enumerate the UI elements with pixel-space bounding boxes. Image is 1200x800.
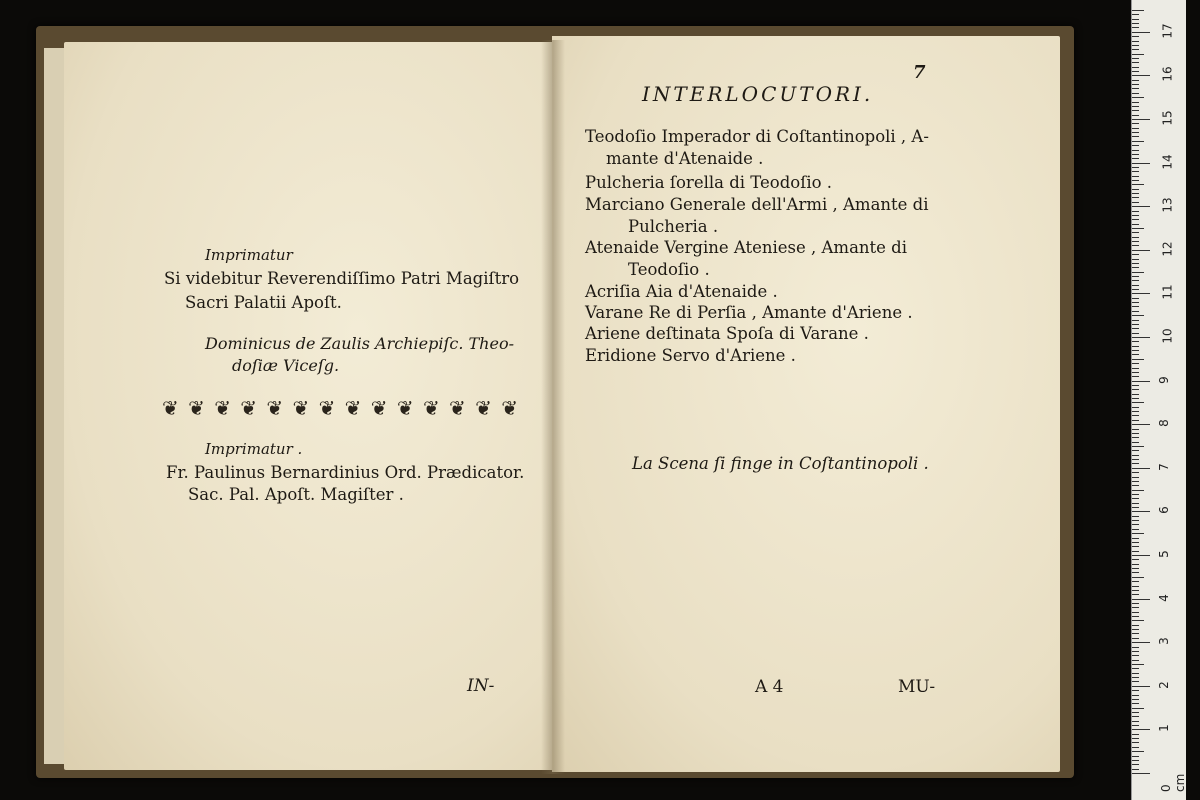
ruler-tick	[1132, 729, 1150, 730]
ruler-tick	[1132, 36, 1139, 37]
cast-line: Teodoſio .	[628, 260, 710, 279]
ruler-label: 13	[1160, 197, 1175, 213]
ruler-tick	[1132, 446, 1144, 447]
ruler-tick	[1132, 725, 1139, 726]
ruler-tick	[1132, 764, 1139, 765]
ruler-tick	[1132, 677, 1139, 678]
ruler-tick	[1132, 660, 1139, 661]
ruler-tick	[1132, 41, 1139, 42]
ruler-tick	[1132, 93, 1139, 94]
ruler-tick	[1132, 354, 1139, 355]
ruler-tick	[1132, 276, 1139, 277]
ruler-tick	[1132, 49, 1139, 50]
ruler-tick	[1132, 359, 1144, 360]
ruler-tick	[1132, 437, 1139, 438]
ruler-tick	[1132, 141, 1144, 142]
ruler-tick	[1132, 293, 1150, 294]
ruler-tick	[1132, 154, 1139, 155]
ruler-tick	[1132, 542, 1139, 543]
ruler-tick	[1132, 655, 1139, 656]
ruler-tick	[1132, 280, 1139, 281]
ruler-tick	[1132, 158, 1139, 159]
cast-line: Ariene deſtinata Spoſa di Varane .	[585, 324, 869, 343]
ruler-tick	[1132, 538, 1139, 539]
left-catchword: IN-	[467, 676, 495, 696]
ruler-tick	[1132, 747, 1139, 748]
ruler-label: 9	[1156, 375, 1171, 384]
ruler-tick	[1132, 228, 1144, 229]
ruler-tick	[1132, 481, 1139, 482]
ruler-tick	[1132, 620, 1144, 621]
ruler-label: 1	[1156, 724, 1171, 733]
ruler-tick	[1132, 32, 1150, 33]
ruler-label: 3	[1156, 637, 1171, 646]
page-number: 7	[913, 62, 926, 83]
ruler-tick	[1132, 577, 1144, 578]
book-gutter	[541, 40, 565, 774]
ruler-tick	[1132, 75, 1150, 76]
ruler-label: 4	[1156, 593, 1171, 602]
ruler-tick	[1132, 760, 1139, 761]
ruler-tick	[1132, 193, 1139, 194]
ruler-tick	[1132, 402, 1144, 403]
ruler-tick	[1132, 651, 1139, 652]
ruler-tick	[1132, 171, 1139, 172]
ruler-tick	[1132, 324, 1139, 325]
ruler-tick	[1132, 599, 1150, 600]
cast-line: Eridione Servo d'Ariene .	[585, 346, 796, 365]
ruler-tick	[1132, 202, 1139, 203]
ruler-tick	[1132, 102, 1139, 103]
ruler-tick	[1132, 363, 1139, 364]
ruler-tick	[1132, 533, 1144, 534]
ruler-tick	[1132, 477, 1139, 478]
ruler-tick	[1132, 433, 1139, 434]
ruler-tick	[1132, 237, 1139, 238]
ruler-tick	[1132, 511, 1150, 512]
ruler-tick	[1132, 586, 1139, 587]
signature-1a: Dominicus de Zaulis Archiepiſc. Theo-	[205, 334, 514, 353]
ruler-tick	[1132, 145, 1139, 146]
ruler-tick	[1132, 459, 1139, 460]
ruler-label: 14	[1160, 153, 1175, 170]
ruler-tick	[1132, 333, 1139, 334]
ruler-tick	[1132, 603, 1139, 604]
ruler-tick	[1132, 245, 1139, 246]
ruler-tick	[1132, 189, 1139, 190]
cast-line: mante d'Atenaide .	[606, 149, 764, 168]
ruler-label: 17	[1160, 23, 1175, 39]
ruler-label: 8	[1156, 419, 1171, 428]
ruler-tick	[1132, 128, 1139, 129]
ruler-tick	[1132, 285, 1139, 286]
ruler-tick	[1132, 368, 1139, 369]
ruler-tick	[1132, 84, 1139, 85]
right-catchword: MU-	[898, 677, 936, 697]
ruler-tick	[1132, 97, 1144, 98]
ruler-tick	[1132, 267, 1139, 268]
ruler-tick	[1132, 633, 1139, 634]
cast-line: Atenaide Vergine Ateniese , Amante di	[585, 238, 908, 257]
ruler-tick	[1132, 638, 1139, 639]
ruler-tick	[1132, 450, 1139, 451]
ruler-tick	[1132, 703, 1139, 704]
ruler-label: 2	[1156, 680, 1171, 689]
ruler-tick	[1132, 668, 1139, 669]
ruler-tick	[1132, 19, 1139, 20]
ruler-label: 5	[1156, 550, 1171, 558]
ruler-tick	[1132, 197, 1139, 198]
ruler-tick	[1132, 708, 1144, 709]
ruler-tick	[1132, 263, 1139, 264]
ruler-tick	[1132, 389, 1139, 390]
ruler-tick	[1132, 23, 1139, 24]
measurement-ruler	[1131, 0, 1186, 800]
ruler-tick	[1132, 398, 1139, 399]
ruler-tick	[1132, 625, 1139, 626]
cast-line: Acriſia Aia d'Atenaide .	[585, 282, 778, 301]
ruler-tick	[1132, 254, 1139, 255]
ruler-label: 7	[1156, 462, 1171, 471]
ruler-tick	[1132, 468, 1150, 469]
ruler-tick	[1132, 734, 1139, 735]
ruler-tick	[1132, 136, 1139, 137]
ruler-tick	[1132, 206, 1150, 207]
ruler-tick	[1132, 742, 1139, 743]
imprimatur-heading-2: Imprimatur .	[205, 440, 303, 458]
ruler-tick	[1132, 215, 1139, 216]
ruler-tick	[1132, 555, 1150, 556]
left-line-1: Si videbitur Reverendiſſimo Patri Magiſtro	[164, 269, 520, 288]
ruler-tick	[1132, 132, 1139, 133]
signature-mark: A 4	[755, 677, 784, 697]
ruler-tick	[1132, 58, 1139, 59]
ruler-tick	[1132, 559, 1139, 560]
ruler-tick	[1132, 607, 1139, 608]
ruler-tick	[1132, 306, 1139, 307]
ruler-tick	[1132, 442, 1139, 443]
signature-1b: doſiæ Viceſg.	[232, 356, 340, 375]
ruler-tick	[1132, 568, 1139, 569]
ruler-tick	[1132, 472, 1139, 473]
ruler-tick	[1132, 110, 1139, 111]
ruler-tick	[1132, 769, 1139, 770]
ruler-tick	[1132, 503, 1139, 504]
ruler-tick	[1132, 490, 1144, 491]
ruler-tick	[1132, 298, 1139, 299]
ruler-tick	[1132, 219, 1139, 220]
cast-line: Pulcheria .	[628, 217, 719, 236]
ruler-tick	[1132, 590, 1139, 591]
ruler-label: 0 cm	[1159, 773, 1187, 792]
ruler-tick	[1132, 62, 1139, 63]
ruler-tick	[1132, 751, 1144, 752]
ruler-tick	[1132, 581, 1139, 582]
ruler-label: 6	[1156, 506, 1171, 515]
ruler-tick	[1132, 123, 1139, 124]
ruler-tick	[1132, 616, 1139, 617]
ruler-tick	[1132, 176, 1139, 177]
cast-heading: INTERLOCUTORI.	[642, 82, 874, 106]
ruler-tick	[1132, 10, 1144, 11]
ruler-tick	[1132, 773, 1150, 774]
ruler-tick	[1132, 385, 1139, 386]
ruler-tick	[1132, 629, 1139, 630]
ruler-tick	[1132, 415, 1139, 416]
ruler-tick	[1132, 498, 1139, 499]
ruler-label: 16	[1160, 66, 1175, 83]
ruler-tick	[1132, 407, 1139, 408]
ruler-tick	[1132, 150, 1139, 151]
ruler-tick	[1132, 302, 1139, 303]
ruler-tick	[1132, 289, 1139, 290]
ruler-tick	[1132, 163, 1150, 164]
ruler-tick	[1132, 381, 1150, 382]
ruler-tick	[1132, 551, 1139, 552]
ruler-tick	[1132, 664, 1144, 665]
ruler-tick	[1132, 341, 1139, 342]
ruler-tick	[1132, 424, 1150, 425]
ruler-tick	[1132, 485, 1139, 486]
ruler-tick	[1132, 259, 1139, 260]
ruler-tick	[1132, 315, 1144, 316]
ruler-tick	[1132, 71, 1139, 72]
ruler-tick	[1132, 211, 1139, 212]
ruler-tick	[1132, 54, 1144, 55]
ruler-tick	[1132, 642, 1150, 643]
ruler-tick	[1132, 429, 1139, 430]
left-line-2: Sacri Palatii Apoſt.	[185, 293, 342, 312]
ruler-tick	[1132, 27, 1139, 28]
ruler-tick	[1132, 516, 1139, 517]
ruler-tick	[1132, 564, 1139, 565]
ruler-tick	[1132, 224, 1139, 225]
ruler-label: 10	[1160, 328, 1175, 344]
ruler-tick	[1132, 716, 1139, 717]
ruler-tick	[1132, 232, 1139, 233]
ruler-tick	[1132, 594, 1139, 595]
ruler-tick	[1132, 106, 1139, 107]
imprimatur-heading-1: Imprimatur	[205, 246, 293, 264]
ruler-tick	[1132, 572, 1139, 573]
cast-line: Varane Re di Perſia , Amante d'Ariene .	[585, 303, 913, 322]
ruler-label: 15	[1160, 110, 1175, 126]
ruler-tick	[1132, 80, 1139, 81]
ruler-tick	[1132, 119, 1150, 120]
cast-line: Pulcheria ſorella di Teodoſio .	[585, 173, 833, 192]
fleuron-ornament: ❦ ❦ ❦ ❦ ❦ ❦ ❦ ❦ ❦ ❦ ❦ ❦ ❦ ❦	[162, 396, 518, 420]
right-page	[552, 36, 1060, 772]
scene-setting: La Scena ſi finge in Coſtantinopoli .	[632, 454, 929, 473]
ruler-tick	[1132, 647, 1139, 648]
ruler-tick	[1132, 494, 1139, 495]
ruler-tick	[1132, 673, 1139, 674]
ruler-tick	[1132, 320, 1139, 321]
ruler-tick	[1132, 463, 1139, 464]
ruler-tick	[1132, 115, 1139, 116]
ruler-tick	[1132, 241, 1139, 242]
ruler-tick	[1132, 167, 1139, 168]
ruler-tick	[1132, 420, 1139, 421]
ruler-tick	[1132, 520, 1139, 521]
ruler-tick	[1132, 690, 1139, 691]
ruler-label: 12	[1160, 241, 1175, 257]
ruler-tick	[1132, 346, 1139, 347]
ruler-tick	[1132, 455, 1139, 456]
ruler-tick	[1132, 756, 1139, 757]
ruler-tick	[1132, 45, 1139, 46]
ruler-tick	[1132, 88, 1139, 89]
ruler-tick	[1132, 250, 1150, 251]
ruler-tick	[1132, 681, 1139, 682]
ruler-tick	[1132, 184, 1144, 185]
ruler-tick	[1132, 311, 1139, 312]
ruler-tick	[1132, 411, 1139, 412]
left-line-3: Fr. Paulinus Bernardinius Ord. Prædicator.	[166, 463, 525, 482]
ruler-tick	[1132, 529, 1139, 530]
ruler-tick	[1132, 272, 1144, 273]
ruler-tick	[1132, 67, 1139, 68]
ruler-tick	[1132, 712, 1139, 713]
ruler-tick	[1132, 180, 1139, 181]
ruler-tick	[1132, 507, 1139, 508]
cast-line: Teodoſio Imperador di Coſtantinopoli , A-	[585, 127, 929, 146]
ruler-tick	[1132, 394, 1139, 395]
ruler-tick	[1132, 376, 1139, 377]
ruler-tick	[1132, 721, 1139, 722]
ruler-tick	[1132, 372, 1139, 373]
left-line-4: Sac. Pal. Apoſt. Magiſter .	[188, 485, 404, 504]
ruler-tick	[1132, 337, 1150, 338]
ruler-tick	[1132, 686, 1150, 687]
ruler-tick	[1132, 328, 1139, 329]
ruler-tick	[1132, 546, 1139, 547]
ruler-tick	[1132, 612, 1139, 613]
ruler-tick	[1132, 524, 1139, 525]
ruler-tick	[1132, 14, 1139, 15]
ruler-label: 11	[1160, 284, 1175, 301]
ruler-tick	[1132, 695, 1139, 696]
ruler-tick	[1132, 699, 1139, 700]
ruler-tick	[1132, 350, 1139, 351]
cast-line: Marciano Generale dell'Armi , Amante di	[585, 195, 929, 214]
ruler-tick	[1132, 738, 1139, 739]
